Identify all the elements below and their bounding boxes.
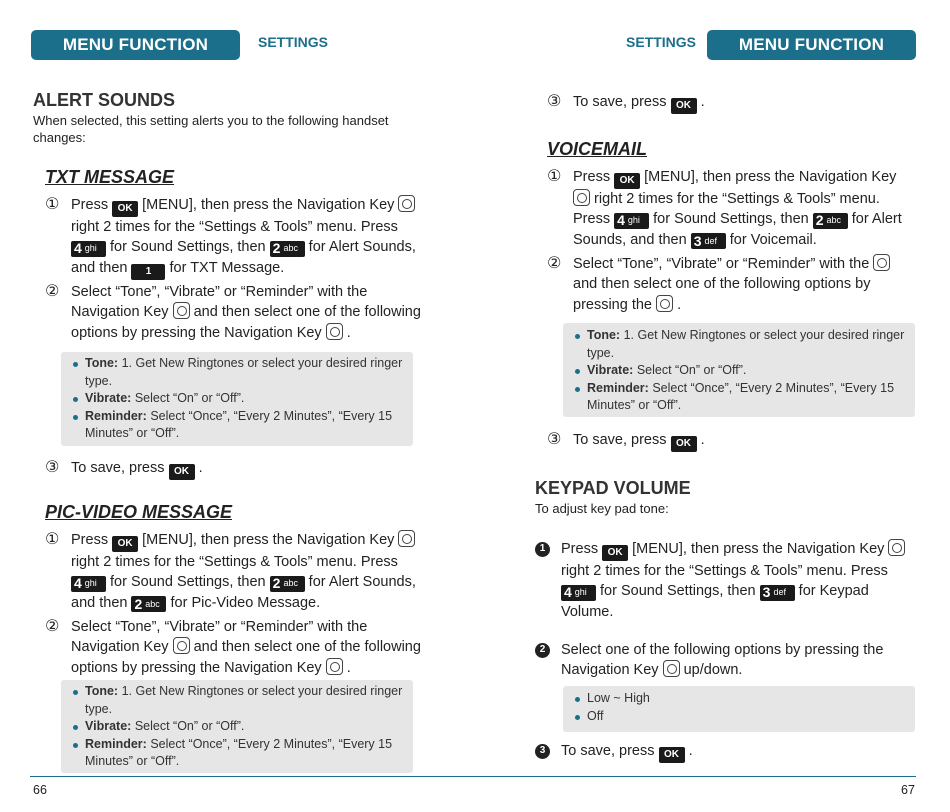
pic-step-1 [45, 530, 425, 613]
step-text: for Alert Sounds, and then [71, 574, 416, 611]
alert-sounds-heading: ALERT SOUNDS [33, 90, 176, 110]
step-text: . [700, 94, 705, 110]
txt-message-heading: TXT MESSAGE [45, 167, 175, 187]
menu-function-badge-left: MENU FUNCTION [31, 30, 240, 60]
ok-key-icon: OK [671, 98, 697, 114]
settings-label-right: SETTINGS [626, 34, 697, 50]
ok-key-icon: OK [671, 436, 697, 452]
step-text: [MENU], then press the Navigation Key [142, 197, 395, 213]
ok-key-icon: OK [602, 545, 628, 561]
step-text: right 2 times for the “Settings & Tools” menu. Press [71, 219, 398, 236]
step-text: and then select one of the following options by pressing the [573, 276, 871, 313]
step-text: for Sound Settings, then [110, 239, 266, 256]
step-text: for TXT Message. [169, 259, 285, 276]
navigation-key-icon [888, 539, 905, 556]
option-reminder: Reminder: Select “Once”, “Every 2 Minutes”, “Every 15 Minutes” or “Off”. [73, 736, 405, 771]
navigation-key-icon [656, 295, 673, 312]
navigation-key-icon [663, 660, 680, 677]
step-text: for Voicemail. [729, 231, 817, 248]
step-number: ② [45, 283, 60, 300]
step-text: [MENU], then press the Navigation Key [142, 532, 395, 548]
step-number: ③ [547, 93, 562, 110]
pic-step-2 [45, 617, 425, 678]
kv-step-3 [535, 741, 915, 763]
navigation-key-icon [326, 323, 343, 340]
txt-step-1 [45, 195, 425, 280]
step-text: Press [561, 541, 599, 557]
option-off: Off [575, 708, 907, 726]
vm-step-2 [547, 254, 917, 315]
step-text: Press [573, 169, 611, 185]
step-text: for Sound Settings, then [110, 574, 266, 591]
step-number: 1 [535, 542, 550, 557]
step-text: [MENU], then press the Navigation Key [632, 541, 885, 557]
step-number: 2 [535, 643, 550, 658]
step-text: . [198, 460, 203, 476]
vm-step-1 [547, 167, 917, 250]
step-text: . [688, 743, 693, 759]
ok-key-icon: OK [112, 201, 138, 217]
option-reminder: Reminder: Select “Once”, “Every 2 Minutes”, “Every 15 Minutes” or “Off”. [575, 380, 907, 415]
page-number-left: 66 [33, 783, 47, 797]
navigation-key-icon [173, 302, 190, 319]
navigation-key-icon [173, 637, 190, 654]
keypad-volume-description: To adjust key pad tone: [535, 501, 669, 516]
step-text: right 2 times for the “Settings & Tools” menu. Press [573, 191, 880, 228]
option-tone: Tone: 1. Get New Ringtones or select your desired ringer type. [575, 327, 907, 362]
ok-key-icon: OK [614, 173, 640, 189]
step-number: ③ [45, 459, 60, 476]
key-3-icon: 3 def [691, 233, 726, 249]
step-text: . [346, 324, 351, 341]
txt-options-box [61, 352, 413, 446]
navigation-key-icon [873, 254, 890, 271]
step-number: ① [45, 196, 60, 213]
step-text: up/down. [683, 662, 743, 679]
navigation-key-icon [573, 189, 590, 206]
menu-function-badge-right: MENU FUNCTION [707, 30, 916, 60]
step-text: for Alert Sounds, and then [71, 239, 416, 276]
kv-step-1 [535, 539, 915, 622]
settings-label-left: SETTINGS [258, 34, 329, 50]
option-tone: Tone: 1. Get New Ringtones or select your desired ringer type. [73, 355, 405, 390]
step-text: for Sound Settings, then [653, 211, 809, 228]
key-4-icon: 4 ghi [71, 576, 106, 592]
navigation-key-icon [326, 658, 343, 675]
step-number: ② [45, 618, 60, 635]
key-4-icon: 4 ghi [614, 213, 649, 229]
alert-sounds-description: When selected, this setting alerts you to the following handset changes: [33, 113, 389, 145]
option-tone: Tone: 1. Get New Ringtones or select your desired ringer type. [73, 683, 405, 718]
navigation-key-icon [398, 530, 415, 547]
page-number-right: 67 [901, 783, 915, 797]
key-2-icon: 2 abc [813, 213, 848, 229]
vm-options-box [563, 323, 915, 417]
step-text: Select one of the following options by pressing the Navigation Key [561, 642, 884, 679]
keypad-volume-heading: KEYPAD VOLUME [535, 478, 691, 498]
step-number: ③ [547, 431, 562, 448]
option-low-high: Low ~ High [575, 690, 907, 708]
step-text: [MENU], then press the Navigation Key [644, 169, 897, 185]
footer-rule [30, 776, 916, 777]
key-2-icon: 2 abc [270, 241, 305, 257]
step-text: and then select one of the following options by pressing the Navigation Key [71, 304, 421, 341]
prev-section-step-3 [547, 92, 917, 114]
step-number: ① [547, 168, 562, 185]
step-text: Select “Tone”, “Vibrate” or “Reminder” with the Navigation Key [71, 284, 368, 321]
kv-options-box [563, 686, 915, 732]
key-2-icon: 2 abc [270, 576, 305, 592]
step-text: To save, press [561, 743, 655, 759]
kv-step-2 [535, 640, 915, 681]
step-text: . [346, 659, 351, 676]
key-4-icon: 4 ghi [561, 585, 596, 601]
step-number: 3 [535, 744, 550, 759]
ok-key-icon: OK [659, 747, 685, 763]
option-vibrate: Vibrate: Select “On” or “Off”. [73, 390, 405, 408]
txt-step-3 [45, 458, 425, 480]
option-reminder: Reminder: Select “Once”, “Every 2 Minutes”, “Every 15 Minutes” or “Off”. [73, 408, 405, 443]
step-text: for Pic-Video Message. [170, 594, 321, 611]
step-number: ① [45, 531, 60, 548]
step-number: ② [547, 255, 562, 272]
txt-step-2 [45, 282, 425, 343]
step-text: right 2 times for the “Settings & Tools” menu. Press [561, 563, 888, 580]
step-text: for Keypad Volume. [561, 583, 869, 620]
key-1-icon: 1 [131, 264, 165, 280]
option-vibrate: Vibrate: Select “On” or “Off”. [575, 362, 907, 380]
step-text: right 2 times for the “Settings & Tools” menu. Press [71, 554, 398, 571]
step-text: Select “Tone”, “Vibrate” or “Reminder” with the [573, 256, 870, 272]
step-text: To save, press [71, 460, 165, 476]
step-text: Press [71, 532, 109, 548]
step-text: for Sound Settings, then [600, 583, 756, 600]
ok-key-icon: OK [112, 536, 138, 552]
navigation-key-icon [398, 195, 415, 212]
ok-key-icon: OK [169, 464, 195, 480]
step-text: and then select one of the following options by pressing the Navigation Key [71, 639, 421, 676]
key-2-icon: 2 abc [131, 596, 166, 612]
key-4-icon: 4 ghi [71, 241, 106, 257]
option-vibrate: Vibrate: Select “On” or “Off”. [73, 718, 405, 736]
step-text: Press [71, 197, 109, 213]
vm-step-3 [547, 430, 917, 452]
step-text: To save, press [573, 432, 667, 448]
step-text: . [677, 296, 682, 313]
step-text: To save, press [573, 94, 667, 110]
pic-video-message-heading: PIC-VIDEO MESSAGE [45, 502, 233, 522]
step-text: for Alert Sounds, and then [573, 211, 902, 248]
step-text: . [700, 432, 705, 448]
key-3-icon: 3 def [760, 585, 795, 601]
pic-options-box [61, 680, 413, 773]
step-text: Select “Tone”, “Vibrate” or “Reminder” with the Navigation Key [71, 619, 368, 656]
voicemail-heading: VOICEMAIL [547, 139, 648, 159]
